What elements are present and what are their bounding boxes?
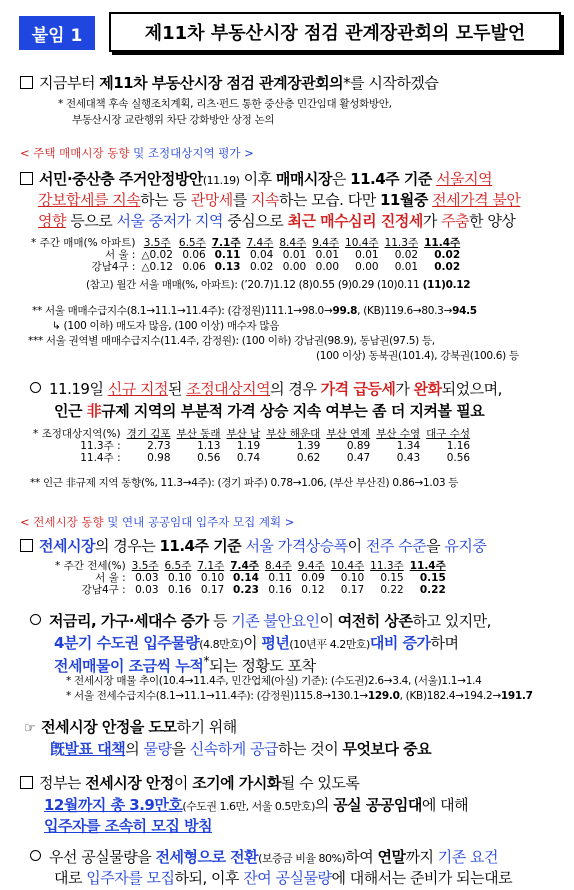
p7-c: 을 [137,848,156,866]
p4l2-a: 4분기 수도권 입주물량 [54,634,200,652]
p1-b: (11.19) [202,174,240,187]
section1-heading [20,145,254,161]
note-a2: ↳ (100 이하) 매도자 많음, (100 이상) 매수자 많음 [52,320,280,332]
table-cell: 0.06 [182,261,206,273]
intro-bold: 제11차 부동산시장 점검 관계장관회의 [99,74,344,92]
p5l2-c: 의 [125,740,144,758]
p3-h: 을 [426,537,445,555]
table-column-header: 경기 김포 [126,428,171,440]
p1l2-a: 강보합세를 지속 [38,191,141,209]
note-a1-bold: 99.8 [332,305,358,317]
note-a1-text2: , (KB)119.6→80.3→ [357,305,453,317]
table-cell: 0.17 [340,584,365,596]
p5l2-b: 발표 대책 [64,740,126,758]
p1l3-f: 가 [422,212,442,230]
table-row-label: 서 울 : [95,572,126,584]
p7-a: 우선 [49,848,82,866]
table-column-header: 부산 수영 [376,428,421,440]
p1l3-h: 한 양상 [469,212,516,230]
table-column-header: 부산 동래 [176,428,221,440]
p7l2-c: 하되, 이후 [174,869,244,887]
table-cell: 0.43 [396,452,421,464]
table-row-label: 서 울 : [104,249,136,261]
square-bullet-icon [20,539,33,552]
p2l2-b: 非 [86,402,102,420]
table-cell: 0.03 [135,572,159,584]
p7-f: 하여 [345,848,378,866]
monthly-sales-note [86,277,470,292]
note-a1-text: ** 서울 매매수급지수(8.1→11.1→11.4주): (감정원)111.1→98.0→ [32,305,333,317]
p6l3-a: 입주자를 조속히 모집 방침 [44,817,213,835]
p2-a: 11.19일 [49,380,108,398]
p4-b: 등 [208,612,232,630]
table-column-header: 3.5주 [131,560,159,572]
p6l2-a: 12월까지 총 3.9만호 [44,796,183,814]
p7-line2 [54,867,512,888]
p2-i: 되었으며, [441,380,502,398]
intro-note-1: * 전세대책 후속 실행조치계획, 리츠·펀드 통한 중산층 민간임대 활성화방안, [58,98,392,110]
table-cell: 0.06 [182,249,206,261]
table-cell: △0.12 [141,261,173,273]
table-label: * 조정대상지역(%) [33,428,121,440]
table-cell: 1.19 [236,440,261,452]
p2l2-d: 의 부분적 가격 상승 지속 여부는 좀 더 지켜볼 필요 [161,402,485,420]
section2-heading-a: < 전세시장 동향 [20,515,104,529]
table-column-header: 9.4주 [297,560,325,572]
table-cell: 0.00 [355,261,379,273]
table-cell: 0.23 [233,584,259,596]
table-cell: 0.15 [419,572,446,584]
table-column-header: 부산 남 [226,428,261,440]
monthly-text: (참고) 월간 서울 매매(%, 아파트): (’20.7)1.12 (8)0.55 (9)0.29 (10)0.11 [86,279,423,291]
note-a1 [32,303,477,318]
table-cell: 0.02 [394,249,419,261]
p7-e: (보증금 비율 80%) [258,852,346,865]
table-column-header: 부산 연제 [326,428,371,440]
p4-line1 [30,610,491,631]
p1l3-c: 서울 중저가 지역 [116,212,223,230]
p4-line2 [54,632,459,653]
table-cell: 0.11 [214,249,241,261]
monthly-bold: (11)0.12 [422,279,471,291]
intro-paragraph [20,72,438,93]
p4l2-g: 하며 [430,634,459,652]
table-column-header: 11.4주 [424,237,461,249]
p5l2-j: 무엇보다 중요 [342,740,432,758]
weekly-jeonse-table [52,560,449,596]
p7l2-a: 대로 [54,869,87,887]
p5l2-a: 旣 [50,740,65,758]
table-cell: 0.98 [147,452,171,464]
table-cell: 0.89 [346,440,371,452]
table-column-header: 11.3주 [370,560,404,572]
note-d: * 전세시장 매물 추이(10.4→11.4주, 민간업체(아실) 기준): (수도권)2.6→3.4, (서울)1.1→1.4 [66,675,482,687]
table-row [30,452,473,464]
p1l2-d: 를 [232,191,251,209]
p2-c: 된 [167,380,187,398]
section2-heading [20,514,294,530]
table-row-label: 11.4주 : [80,452,121,464]
table-cell: 0.16 [167,584,192,596]
p4l3-c: 되는 정황도 포착 [209,657,316,675]
table-cell: 2.73 [147,440,171,452]
table-cell: 0.16 [268,584,292,596]
table-cell: 0.01 [315,249,340,261]
p7l2-d: 잔여 공실물량 [243,869,332,887]
p4-c: 기존 불안요인 [231,612,320,630]
section1-heading-a: < 주택 매매시장 동향 [20,146,130,160]
p1l2-c: 관망세 [190,191,233,209]
p7-d: 전세형으로 전환 [155,848,259,866]
note-e-text: * 서울 전세수급지수(8.1→11.1→11.4주): (감정원)115.8→130.1→ [66,690,368,702]
p2-h: 완화 [413,380,442,398]
table-row-label: 강남4구 : [81,584,126,596]
table-cell: 0.22 [380,584,404,596]
table-cell: 0.62 [296,452,321,464]
table-cell: 0.03 [135,584,159,596]
table-label: * 주간 전세(%) [55,560,126,572]
p5-line1 [24,716,237,737]
square-bullet-icon [20,776,33,789]
p3-g: 전주 수준 [365,537,427,555]
p7-i: 기존 요건 [437,848,499,866]
table-column-header: 10.4주 [345,237,379,249]
table-column-header: 대구 수성 [426,428,471,440]
document-title-text: 제11차 부동산시장 점검 관계장관회의 모두발언 [144,23,526,44]
p6-c: 이 [173,774,193,792]
note-e [66,688,533,703]
document-title [109,12,561,52]
p1-e: 은 [331,170,351,188]
p3-a: 전세시장 [39,537,95,555]
p1l2-g: 11월중 [379,191,428,209]
table-column-header: 3.5주 [143,237,171,249]
p7-line1 [30,846,498,867]
note-b1: *** 서울 권역별 매매수급지수(11.4주, 감정원): (100 이하) 강남권(98.9), 동남권(97.5) 등, [28,335,435,347]
p1l2-i: 전세가격 불안 [432,191,521,209]
p6l2-c: 의 [314,796,334,814]
note-a1-bold2: 94.5 [452,305,477,317]
table-cell: 0.56 [197,452,221,464]
circle-bullet-icon [30,382,41,393]
table-column-header: 9.4주 [312,237,340,249]
table-column-header: 8.4주 [279,237,307,249]
p1l3-a: 영향 [38,212,66,230]
table-column-header: 8.4주 [264,560,292,572]
p5l2-e: 을 [171,740,190,758]
table-cell: 0.10 [167,572,192,584]
table-column-header: 7.4주 [246,237,274,249]
p6-d: 조기에 가시화 [192,774,281,792]
table-row-label: 강남4구 : [91,261,136,273]
p1-f: 11.4주 기준 [350,170,432,188]
p7-g: 연말 [377,848,406,866]
p6-e: 될 수 있도록 [280,774,360,792]
table-label: * 주간 매매(% 아파트) [31,237,136,249]
p1l3-g: 주춤 [441,212,470,230]
weekly-sales-table [28,237,463,273]
table-cell: 1.34 [396,440,421,452]
table-cell: 0.04 [249,249,274,261]
p7l2-e: 에 대해서는 준비가 되는대로 [331,869,513,887]
p2l2-a: 인근 [54,402,87,420]
intro-pre: 지금부터 [39,74,100,92]
p6-b: 전세시장 안정 [85,774,174,792]
p4-e: 여전히 상존 [337,612,413,630]
p1-line1 [20,168,492,189]
table-cell: 0.10 [340,572,365,584]
p4l2-e: (10년平 4.2만호) [289,638,370,651]
p3-i: 유지중 [444,537,487,555]
p1-a: 서민·중산층 주거안정방안 [39,170,203,188]
p1-c: 이후 [239,170,276,188]
table-cell: 0.22 [419,584,446,596]
p1l2-f: 하는 모습. 다만 [278,191,380,209]
section2-heading-b: 및 연내 공공임대 입주자 모집 계획 > [107,515,295,529]
p5-b: 하기 위해 [176,718,237,736]
table-column-header: 11.4주 [409,560,446,572]
table-column-header: 부산 해운대 [266,428,321,440]
table-cell: 0.11 [268,572,292,584]
table-column-header: 11.3주 [384,237,419,249]
table-cell: 1.16 [446,440,471,452]
table-cell: 0.00 [315,261,340,273]
p1l2-e: 지속 [250,191,279,209]
note-b2: (100 이상) 동북권(101.4), 강북권(100.6) 등 [316,350,519,362]
p7-h: 까지 [405,848,438,866]
p2-f: 가격 급등세 [320,380,396,398]
p5l2-d: 물량 [143,740,172,758]
p4l3-b: * [203,653,210,668]
p4-a: 저금리, 가구·세대수 증가 [49,612,209,630]
note-e-bold: 129.0 [367,690,400,702]
table-cell: 0.12 [301,584,325,596]
circle-bullet-icon [30,614,41,625]
table-row [28,261,463,273]
table-cell: 0.10 [200,572,225,584]
table-cell: 0.00 [282,261,307,273]
table-column-header: 7.1주 [197,560,225,572]
p2-g: 가 [395,380,414,398]
p5l2-h: 공급 [249,740,278,758]
p5-a: 전세시장 안정을 도모 [41,718,177,736]
p6l2-b: (수도권 1.6만, 서울 0.5만호) [182,800,315,813]
p2-line1 [30,378,502,399]
square-bullet-icon [20,172,33,185]
table-column-header: 6.5주 [164,560,192,572]
square-bullet-icon [20,76,33,89]
p5l2-i: 하는 것이 [277,740,343,758]
table-cell: 0.17 [200,584,225,596]
p4-d: 이 [319,612,338,630]
table-cell: 0.15 [380,572,404,584]
p2-b: 신규 지정 [107,380,168,398]
table-cell: 0.56 [446,452,471,464]
p1l3-d: 중심으로 [222,212,288,230]
p6-line2 [44,794,468,815]
table-cell: 0.01 [355,249,379,261]
p1-line2 [38,189,520,210]
p1-d: 매매시장 [275,170,332,188]
p4l2-b: (4.8만호) [199,638,244,651]
table-cell: 0.47 [346,452,371,464]
adjustment-area-table [30,428,473,464]
p3-e: 서울 가격상승폭 [245,537,348,555]
pointing-hand-icon: ☞ [24,721,36,736]
table-cell: △0.02 [141,249,173,261]
p6-a: 정부는 [39,774,86,792]
p4l2-f: 대비 증가 [369,634,431,652]
p7l2-b: 입주자를 모집 [86,869,175,887]
section1-heading-b: 및 조정대상지역 평가 > [133,146,254,160]
table-cell: 0.13 [214,261,241,273]
table-cell: 0.02 [434,249,461,261]
p6l2-e: 에 대해 [421,796,469,814]
table-header-row [52,560,449,572]
table-row [30,440,473,452]
table-header-row [30,428,473,440]
p6-line1 [20,772,359,793]
p3-line [20,535,486,556]
note-c: ** 인근 非규제 지역 동향(%, 11.3→4주): (경기 파주) 0.78→1.06, (부산 부산진) 0.86→1.03 등 [30,477,459,489]
p4l2-c: 이 [243,634,262,652]
p4l3-a: 전세매물이 조금씩 누적 [54,657,204,675]
p6l2-d: 공실 공공임대 [333,796,422,814]
table-column-header: 10.4주 [330,560,365,572]
p6-line3 [44,815,212,836]
p2-line2 [54,400,484,421]
table-row [52,572,449,584]
table-cell: 0.02 [249,261,274,273]
intro-post: *를 시작하겠습 [343,74,439,92]
table-cell: 1.13 [197,440,221,452]
p2-d: 조정대상지역 [186,380,271,398]
p1l2-b: 하는 등 [140,191,191,209]
circle-bullet-icon [30,850,41,861]
p3-c: 11.4주 기준 [159,537,242,555]
table-row [28,249,463,261]
table-column-header: 7.1주 [211,237,241,249]
table-column-header: 6.5주 [178,237,206,249]
p3-f: 이 [347,537,366,555]
intro-note-2: 부동산시장 교란행위 차단 강화방안 상정 논의 [72,114,275,126]
table-cell: 0.09 [301,572,325,584]
note-e-text2: , (KB)182.4→194.2→ [399,690,501,702]
table-cell: 0.74 [236,452,261,464]
table-column-header: 7.4주 [230,560,259,572]
p1l3-b: 등으로 [65,212,117,230]
table-cell: 0.14 [233,572,259,584]
table-cell: 0.02 [434,261,461,273]
p5l2-f: 신속하게 [189,740,246,758]
p5-line2 [50,738,431,759]
table-cell: 1.39 [296,440,321,452]
p3-b: 의 경우는 [94,537,160,555]
note-e-bold2: 191.7 [500,690,533,702]
p4-f: 하고 있지만, [412,612,491,630]
table-cell: 0.01 [394,261,419,273]
p7-b: 공실물량 [81,848,138,866]
appendix-badge: 붙임 1 [19,16,95,50]
table-row [52,584,449,596]
p1-h: 서울지역 [436,170,493,188]
table-cell: 0.01 [282,249,307,261]
p2-e: 의 경우 [270,380,321,398]
table-row-label: 11.3주 : [80,440,121,452]
table-header-row [28,237,463,249]
p1l3-e: 최근 매수심리 진정세 [287,212,423,230]
p4l2-d: 평년 [261,634,290,652]
p1-line3 [38,210,515,231]
p2l2-c: 규제 지역 [101,402,162,420]
